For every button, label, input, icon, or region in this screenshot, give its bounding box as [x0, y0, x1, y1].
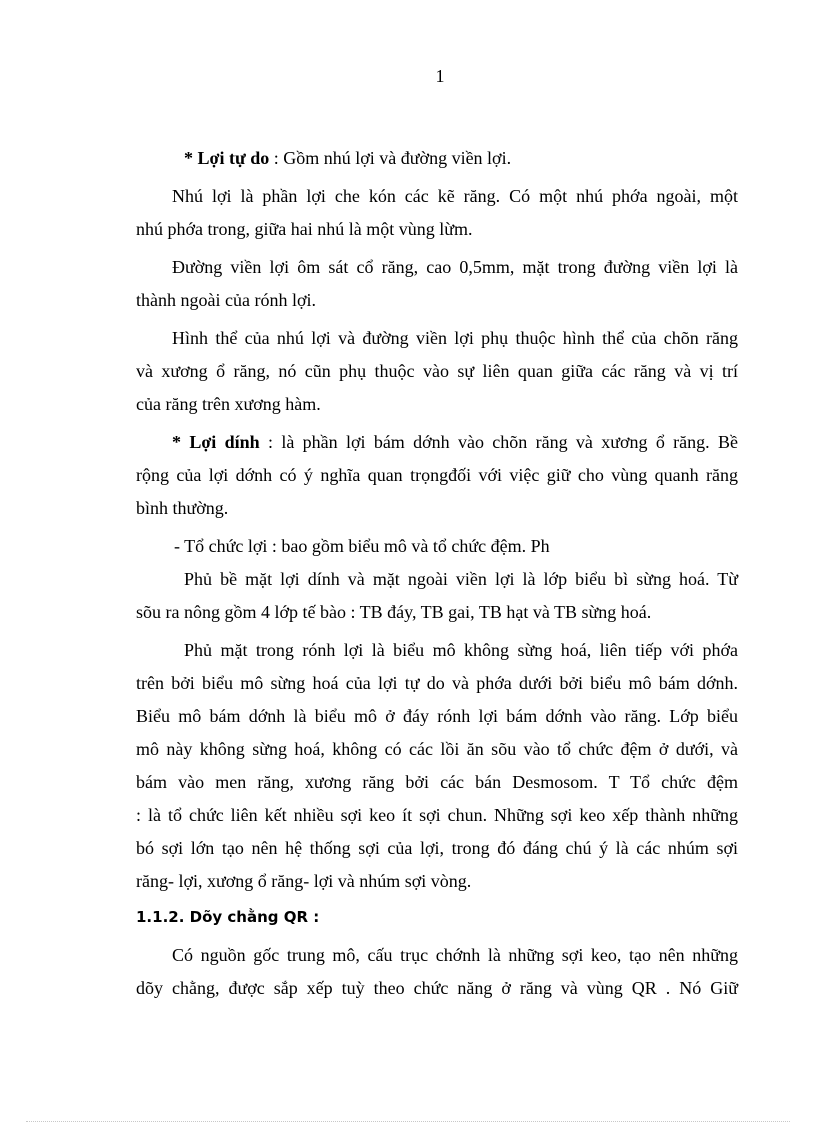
paragraph-line: răng- lợi, xương ổ răng- lợi và nhúm sợi vòng. [136, 871, 472, 891]
paragraph-line: Nhú lợi là phần lợi che kón các kẽ răng. Có một nhú phớa ngoài, một [172, 186, 738, 206]
paragraph-line: trên bởi biểu mô sừng hoá của lợi tự do và phớa dưới bởi biểu mô bám dớnh. [136, 673, 738, 693]
paragraph-line: bó sợi lớn tạo nên hệ thống sợi của lợi, trong đó đáng chú ý là các nhúm sợi [136, 838, 738, 858]
paragraph-line: : là tổ chức liên kết nhiều sợi keo ít sợi chun. Những sợi keo xếp thành những [136, 805, 738, 825]
paragraph-line: rộng của lợi dớnh có ý nghĩa quan trọngđối với việc giữ cho vùng quanh răng [136, 465, 738, 485]
paragraph-loi-dinh [136, 426, 738, 459]
paragraph-line: của răng trên xương hàm. [136, 394, 321, 414]
paragraph-line: Phủ bề mặt lợi dính và mặt ngoài viền lợi là lớp biểu bì sừng hoá. Từ [184, 569, 738, 589]
paragraph-loi-tu-do [136, 142, 738, 175]
term-loi-dinh: * Lợi dính [172, 432, 260, 452]
paragraph-line: Hình thể của nhú lợi và đường viền lợi phụ thuộc hình thể của chõn răng [172, 328, 738, 348]
document-body [136, 142, 738, 1005]
paragraph-line: Phủ mặt trong rónh lợi là biểu mô không sừng hoá, liên tiếp với phớa [184, 640, 738, 660]
paragraph-line: bám vào men răng, xương răng bởi các bán Desmosom. T Tổ chức đệm [136, 772, 738, 792]
paragraph-line: sõu ra nông gồm 4 lớp tế bào : TB đáy, TB gai, TB hạt và TB sừng hoá. [136, 602, 652, 622]
paragraph-line: thành ngoài của rónh lợi. [136, 290, 316, 310]
section-heading: 1.1.2. Dõy chằng QR : [136, 908, 320, 926]
paragraph-line: bình thường. [136, 498, 229, 518]
paragraph-line: nhú phớa trong, giữa hai nhú là một vùng lừm. [136, 219, 473, 239]
definition-text: : Gồm nhú lợi và đường viền lợi. [269, 148, 512, 168]
paragraph-to-chuc-loi: - Tổ chức lợi : bao gồm biểu mô và tổ chức đệm. Ph [174, 536, 550, 556]
paragraph-line: mô này không sừng hoá, không có các lồi ăn sõu vào tổ chức đệm ở dưới, và [136, 739, 738, 759]
paragraph-line: Đường viền lợi ôm sát cổ răng, cao 0,5mm, mặt trong đường viền lợi là [172, 257, 738, 277]
paragraph-line: Biểu mô bám dớnh là biểu mô ở đáy rónh lợi bám dớnh vào răng. Lớp biểu [136, 706, 738, 726]
paragraph-line: Có nguồn gốc trung mô, cấu trục chớnh là những sợi keo, tạo nên những [172, 945, 738, 965]
paragraph-line: dõy chằng, được sắp xếp tuỳ theo chức năng ở răng và vùng QR . Nó Giữ [136, 978, 738, 998]
page-bottom-divider [26, 1121, 790, 1122]
paragraph-line: và xương ổ răng, nó cũn phụ thuộc vào sự liên quan giữa các răng và vị trí [136, 361, 738, 381]
definition-text: : là phần lợi bám dớnh vào chõn răng và xương ổ răng. Bề [259, 432, 738, 452]
page-number: 1 [435, 66, 445, 86]
term-loi-tu-do: * Lợi tự do [184, 148, 270, 168]
